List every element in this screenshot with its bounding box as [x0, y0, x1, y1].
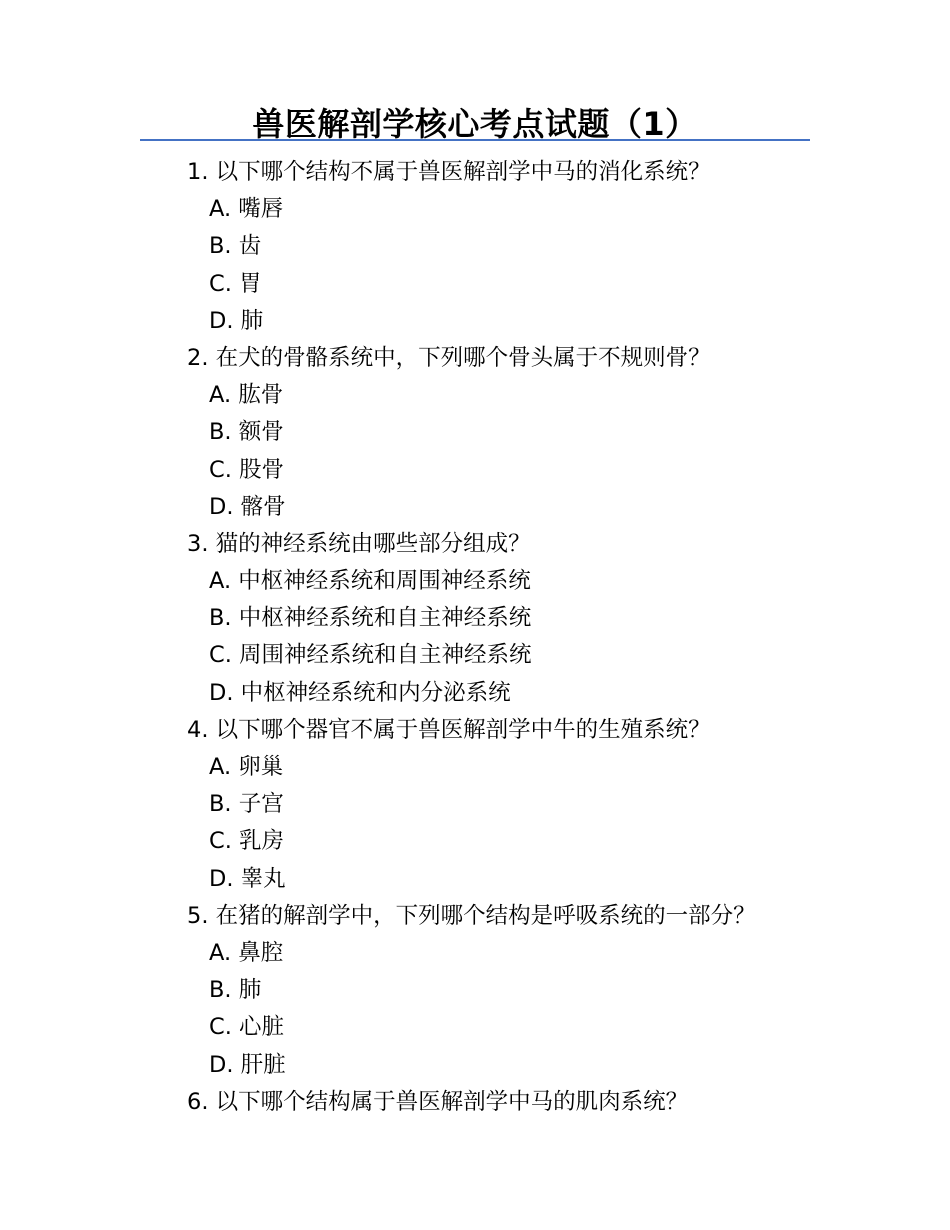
- question-4-text: 4. 以下哪个器官不属于兽医解剖学中牛的生殖系统？: [187, 716, 711, 743]
- question-1-option-d: D. 肺: [209, 307, 264, 334]
- question-5-option-b: B. 肺: [209, 977, 262, 1004]
- question-5-option-a: A. 鼻腔: [209, 939, 284, 966]
- title-underline-rule: [140, 139, 810, 141]
- question-4-option-c: C. 乳房: [209, 828, 285, 855]
- question-5-option-c: C. 心脏: [209, 1014, 285, 1041]
- question-6-text: 6. 以下哪个结构属于兽医解剖学中马的肌肉系统？: [187, 1088, 689, 1115]
- question-5-text: 5. 在猪的解剖学中，下列哪个结构是呼吸系统的一部分？: [187, 902, 756, 929]
- question-1-text: 1. 以下哪个结构不属于兽医解剖学中马的消化系统？: [187, 159, 711, 185]
- question-2-option-d: D. 髂骨: [209, 493, 286, 520]
- question-3: [187, 526, 837, 712]
- question-4-option-d: D. 睾丸: [209, 865, 286, 892]
- question-4: [187, 712, 837, 898]
- document-title: 兽医解剖学核心考点试题（1）: [252, 105, 698, 143]
- question-4-option-a: A. 卵巢: [209, 754, 284, 780]
- question-1-option-b: B. 齿: [209, 233, 262, 260]
- question-5: [187, 898, 837, 1084]
- question-list: [187, 154, 837, 1121]
- question-3-option-c: C. 周围神经系统和自主神经系统: [209, 642, 532, 669]
- question-3-option-b: B. 中枢神经系统和自主神经系统: [209, 605, 532, 632]
- question-2-option-a: A. 肱骨: [209, 382, 284, 409]
- question-2-option-c: C. 股骨: [209, 456, 285, 483]
- question-5-option-d: D. 肝脏: [209, 1051, 286, 1078]
- question-2-option-b: B. 额骨: [209, 419, 284, 446]
- question-1-option-c: C. 胃: [209, 270, 262, 297]
- question-3-option-d: D. 中枢神经系统和内分泌系统: [209, 679, 511, 706]
- question-2: [187, 340, 837, 526]
- question-1: [187, 154, 837, 340]
- question-1-option-a: A. 嘴唇: [209, 196, 284, 223]
- question-2-text: 2. 在犬的骨骼系统中，下列哪个骨头属于不规则骨？: [187, 344, 711, 371]
- question-3-option-a: A. 中枢神经系统和周围神经系统: [209, 568, 531, 595]
- question-3-text: 3. 猫的神经系统由哪些部分组成？: [187, 530, 531, 557]
- question-6: [187, 1084, 837, 1121]
- question-4-option-b: B. 子宫: [209, 791, 284, 818]
